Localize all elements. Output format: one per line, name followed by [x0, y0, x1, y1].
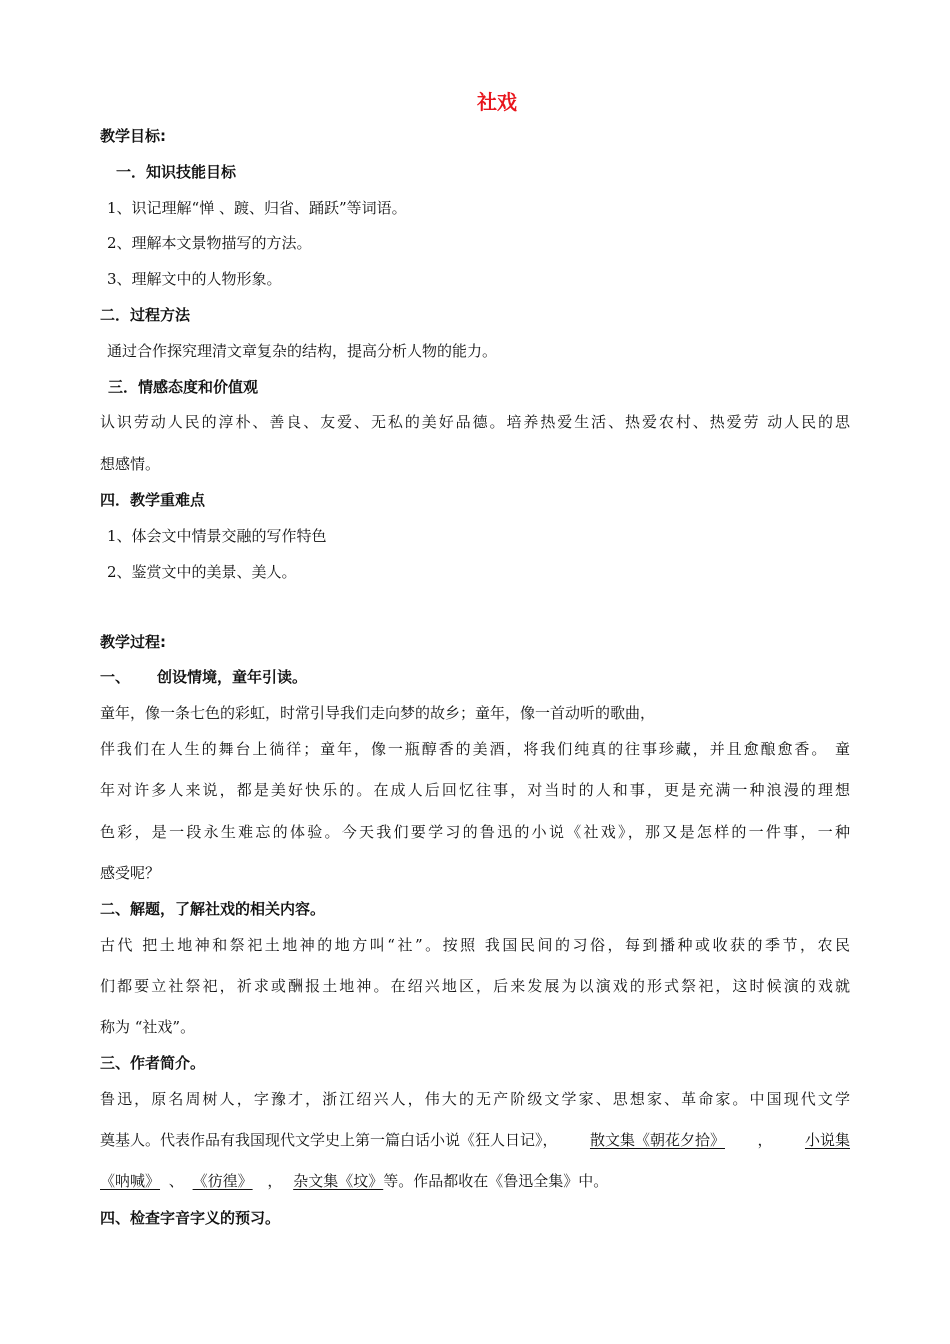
objective-item: 3、理解文中的人物形象。: [107, 270, 282, 288]
step-heading: 四、检查字音字义的预习。: [100, 1209, 281, 1227]
paragraph-line: 伴我们在人生的舞台上徜徉；童年，像一瓶醇香的美酒，将我们纯真的往事珍藏，并且愈酿愈香。 童: [100, 740, 850, 758]
text-run: ，: [267, 1172, 283, 1190]
paragraph-line: [100, 1130, 850, 1150]
key-difficulty-item: 1、体会文中情景交融的写作特色: [107, 527, 327, 545]
underlined-work-title: 《彷徨》: [192, 1172, 253, 1190]
step-heading: 三、作者简介。: [100, 1054, 206, 1072]
text-run: 等。作品都收在《鲁迅全集》中。: [383, 1172, 609, 1190]
process-method-text: 通过合作探究理清文章复杂的结构，提高分析人物的能力。: [107, 342, 498, 360]
paragraph-line: [100, 1171, 608, 1191]
underlined-work-title: 《呐喊》: [100, 1172, 161, 1190]
page-title: 社戏: [477, 90, 517, 114]
objective-item: 2、理解本文景物描写的方法。: [107, 234, 312, 252]
step-number: 一、: [100, 668, 131, 686]
step-heading: 创设情境，童年引读。: [157, 668, 308, 686]
text-run: 、: [168, 1172, 184, 1190]
process-method-heading: 二．过程方法: [100, 306, 191, 324]
step-heading: 二、解题，了解社戏的相关内容。: [100, 900, 326, 918]
underlined-work-title: 杂文集《坟》: [293, 1172, 384, 1190]
paragraph-line: 古代 把土地神和祭祀土地神的地方叫“社”。按照 我国民间的习俗，每到播种或收获的季节，农民: [100, 936, 850, 954]
underlined-work-title: 小说集: [804, 1131, 850, 1149]
knowledge-skills-heading: 一．知识技能目标: [116, 163, 237, 181]
paragraph-line: 童年，像一条七色的彩虹，时常引导我们走向梦的故乡；童年，像一首动听的歌曲，: [100, 704, 656, 722]
teaching-process-heading: 教学过程:: [100, 633, 166, 651]
paragraph-line: 年对许多人来说，都是美好快乐的。在成人后回忆往事，对当时的人和事，更是充满一种浪漫的理想: [100, 781, 850, 799]
paragraph-line: 感受呢？: [100, 864, 161, 882]
key-difficulty-item: 2、鉴赏文中的美景、美人。: [107, 563, 297, 581]
paragraph-line: 鲁迅，原名周树人，字豫才，浙江绍兴人，伟大的无产阶级文学家、思想家、革命家。中国现代文学: [100, 1090, 850, 1108]
text-run: ，: [757, 1131, 773, 1149]
underlined-work-title: 散文集《朝花夕拾》: [589, 1131, 725, 1149]
text-run: 奠基人。代表作品有我国现代文学史上第一篇白话小说《狂人日记》，: [100, 1131, 558, 1149]
objective-item: 1、识记理解“惮 、踱、归省、踊跃”等词语。: [107, 199, 407, 217]
attitude-values-line: 想感情。: [100, 455, 161, 473]
attitude-values-heading: 三．情感态度和价值观: [108, 378, 259, 396]
paragraph-line: 称为 “社戏”。: [100, 1018, 196, 1036]
paragraph-line: 色彩，是一段永生难忘的体验。今天我们要学习的鲁迅的小说《社戏》，那又是怎样的一件事，一种: [100, 823, 850, 841]
objectives-heading: 教学目标:: [100, 127, 166, 145]
paragraph-line: 们都要立社祭祀，祈求或酬报土地神。在绍兴地区，后来发展为以演戏的形式祭祀，这时候演的戏就: [100, 977, 850, 995]
attitude-values-line: 认识劳动人民的淳朴、善良、友爱、无私的美好品德。培养热爱生活、热爱农村、热爱劳 动人民的思: [100, 413, 850, 431]
key-difficulties-heading: 四．教学重难点: [100, 491, 206, 509]
